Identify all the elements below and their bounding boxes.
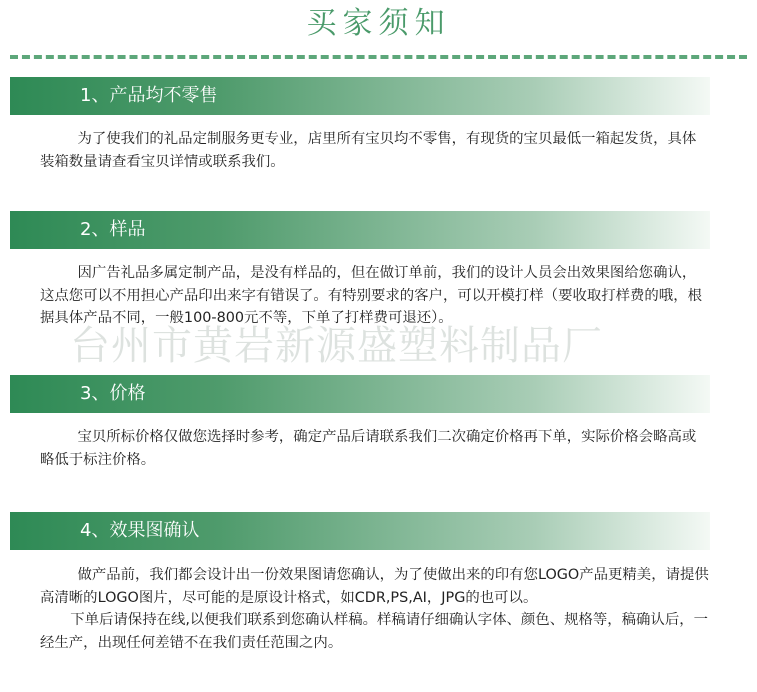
paragraph: 做产品前，我们都会设计出一份效果图请您确认，为了使做出来的印有您LOGO产品更精美，请提供高清晰的LOGO图片，尽可能的是原设计格式，如CDR,PS,AI，JPG的也可以。 (40, 567, 709, 606)
section-header-price (10, 375, 710, 413)
section-body-retail (40, 128, 710, 173)
company-watermark: 台州市黄岩新源盛塑料制品厂 (70, 323, 603, 369)
section-body-proof (40, 564, 710, 654)
page-title: 买家须知 (306, 6, 451, 41)
paragraph: 因广告礼品多属定制产品，是没有样品的，但在做订单前，我们的设计人员会出效果图给您确认，这点您可以不用担心产品印出来字有错误了。有特别要求的客户，可以开模打样（要收取打样费的哦，根据具体产品不同，一般100-800元不等，下单了打样费可退还）。 (40, 265, 702, 326)
section-body-samples (40, 262, 710, 330)
section-body-price (40, 426, 710, 471)
section-heading: 2、样品 (80, 219, 146, 240)
section-heading: 1、产品均不零售 (80, 85, 218, 106)
section-heading: 3、价格 (80, 383, 146, 404)
section-header-proof (10, 512, 710, 550)
section-heading: 4、效果图确认 (80, 520, 200, 541)
paragraph: 为了使我们的礼品定制服务更专业，店里所有宝贝均不零售，有现货的宝贝最低一箱起发货，具体装箱数量请查看宝贝详情或联系我们。 (40, 131, 697, 170)
title-divider (10, 55, 747, 59)
section-header-retail (10, 77, 710, 115)
paragraph: 宝贝所标价格仅做您选择时参考，确定产品后请联系我们二次确定价格再下单，实际价格会略高或略低于标注价格。 (40, 429, 697, 468)
paragraph: 下单后请保持在线,以便我们联系到您确认样稿。样稿请仔细确认字体、颜色、规格等，稿确认后，一经生产，出现任何差错不在我们责任范围之内。 (40, 612, 708, 651)
section-header-samples (10, 211, 710, 249)
